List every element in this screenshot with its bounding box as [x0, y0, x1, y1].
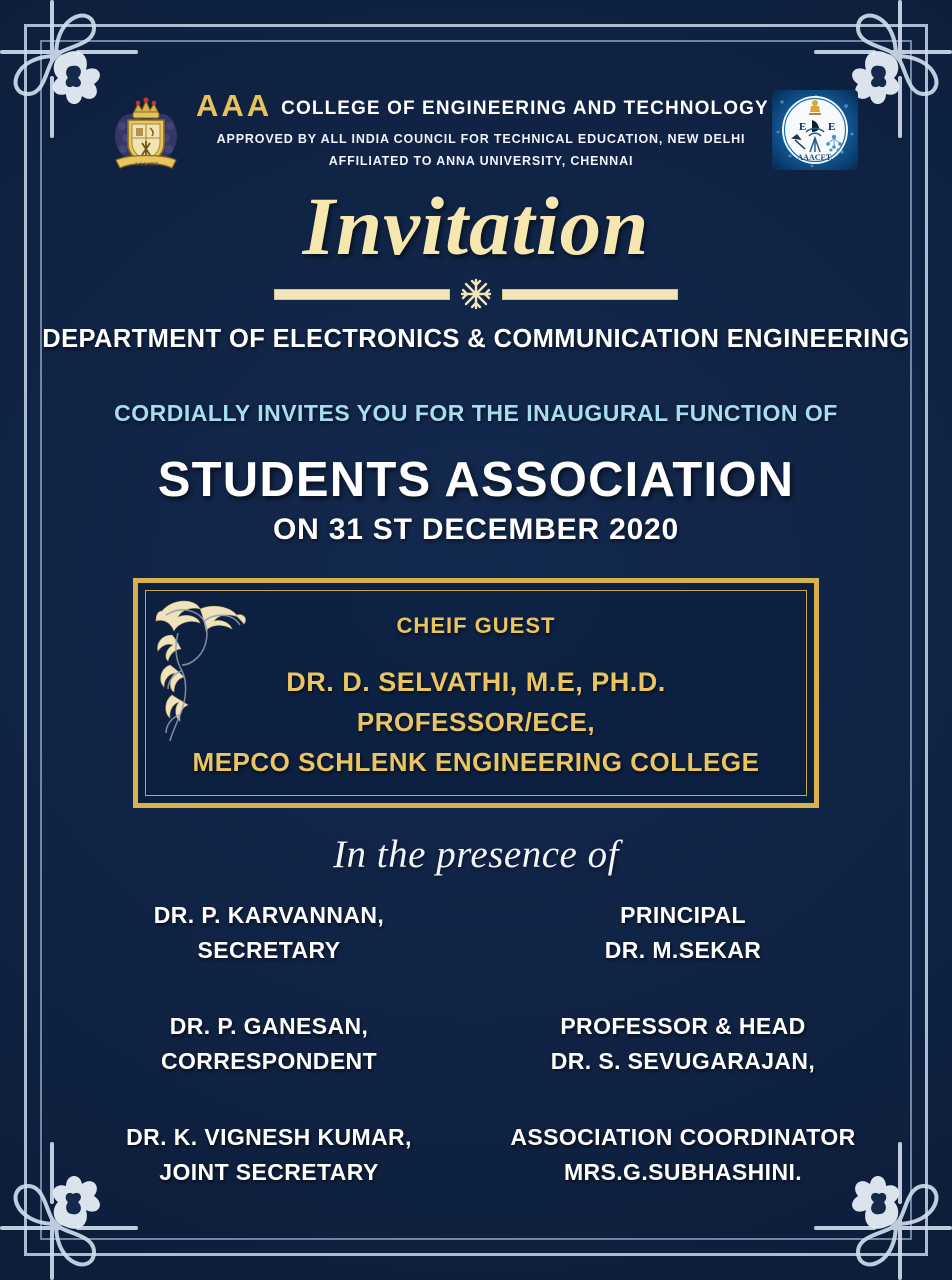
dignitary-cell: [62, 1009, 476, 1078]
dignitary-line-1: ASSOCIATION COORDINATOR: [510, 1124, 856, 1150]
title-divider: [0, 277, 952, 311]
dignitary-cell: [62, 1120, 476, 1189]
invitation-line: CORDIALLY INVITES YOU FOR THE INAUGURAL FUNCTION OF: [114, 400, 838, 426]
approval-line: APPROVED BY ALL INDIA COUNCIL FOR TECHNICAL EDUCATION, NEW DELHI: [216, 132, 746, 146]
chief-guest-organization: MEPCO SCHLENK ENGINEERING COLLEGE: [192, 747, 760, 777]
dignitary-line-1: PROFESSOR & HEAD: [560, 1013, 806, 1039]
dignitary-line-1: DR. P. GANESAN,: [169, 1013, 369, 1039]
chief-guest-box: [133, 578, 819, 808]
chief-guest-label: CHEIF GUEST: [396, 613, 556, 638]
chief-guest-content: [138, 613, 814, 778]
svg-text:E: E: [799, 121, 807, 133]
dignitary-line-2: CORRESPONDENT: [160, 1047, 378, 1074]
dignitary-line-2: SECRETARY: [197, 936, 341, 963]
college-initials: AAA: [196, 88, 273, 123]
department-line: DEPARTMENT OF ELECTRONICS & COMMUNICATION ENGINEERING: [42, 325, 910, 353]
dignitary-cell: [476, 1009, 890, 1078]
snowflake-ornament-icon: [459, 277, 493, 311]
dignitary-line-2: JOINT SECRETARY: [159, 1158, 379, 1185]
header-text-block: [196, 86, 769, 172]
chief-guest-role: PROFESSOR/ECE,: [356, 707, 596, 737]
header: [0, 86, 952, 178]
svg-text:AAACET.: AAACET.: [797, 153, 833, 162]
svg-text:AAACET: AAACET: [133, 162, 159, 168]
event-date: ON 31 ST DECEMBER 2020: [272, 513, 680, 546]
dignitary-line-2: MRS.G.SUBHASHINI.: [563, 1158, 803, 1185]
divider-bar-left: [274, 289, 450, 300]
presence-heading: In the presence of: [333, 833, 619, 876]
ece-department-logo-icon: [772, 90, 858, 170]
dignitary-cell: [62, 898, 476, 967]
dignitary-line-1: DR. P. KARVANNAN,: [153, 902, 385, 928]
dignitary-cell: [476, 898, 890, 967]
college-name: COLLEGE OF ENGINEERING AND TECHNOLOGY: [281, 98, 769, 119]
aaa-college-crest-icon: [104, 92, 188, 174]
chief-guest-name: DR. D. SELVATHI, M.E, PH.D.: [286, 667, 666, 697]
dignitary-line-2: DR. S. SEVUGARAJAN,: [550, 1047, 816, 1074]
svg-text:E: E: [828, 121, 836, 133]
divider-bar-right: [502, 289, 678, 300]
affiliation-line: AFFILIATED TO ANNA UNIVERSITY, CHENNAI: [328, 154, 634, 169]
dignitary-cell: [476, 1120, 890, 1189]
event-title: STUDENTS ASSOCIATION: [157, 453, 795, 507]
dignitary-line-1: PRINCIPAL: [620, 902, 746, 928]
dignitary-line-2: DR. M.SEKAR: [604, 936, 762, 963]
page-title: Invitation: [302, 180, 650, 272]
dignitaries-grid: [62, 898, 890, 1189]
dignitary-line-1: DR. K. VIGNESH KUMAR,: [126, 1124, 412, 1150]
